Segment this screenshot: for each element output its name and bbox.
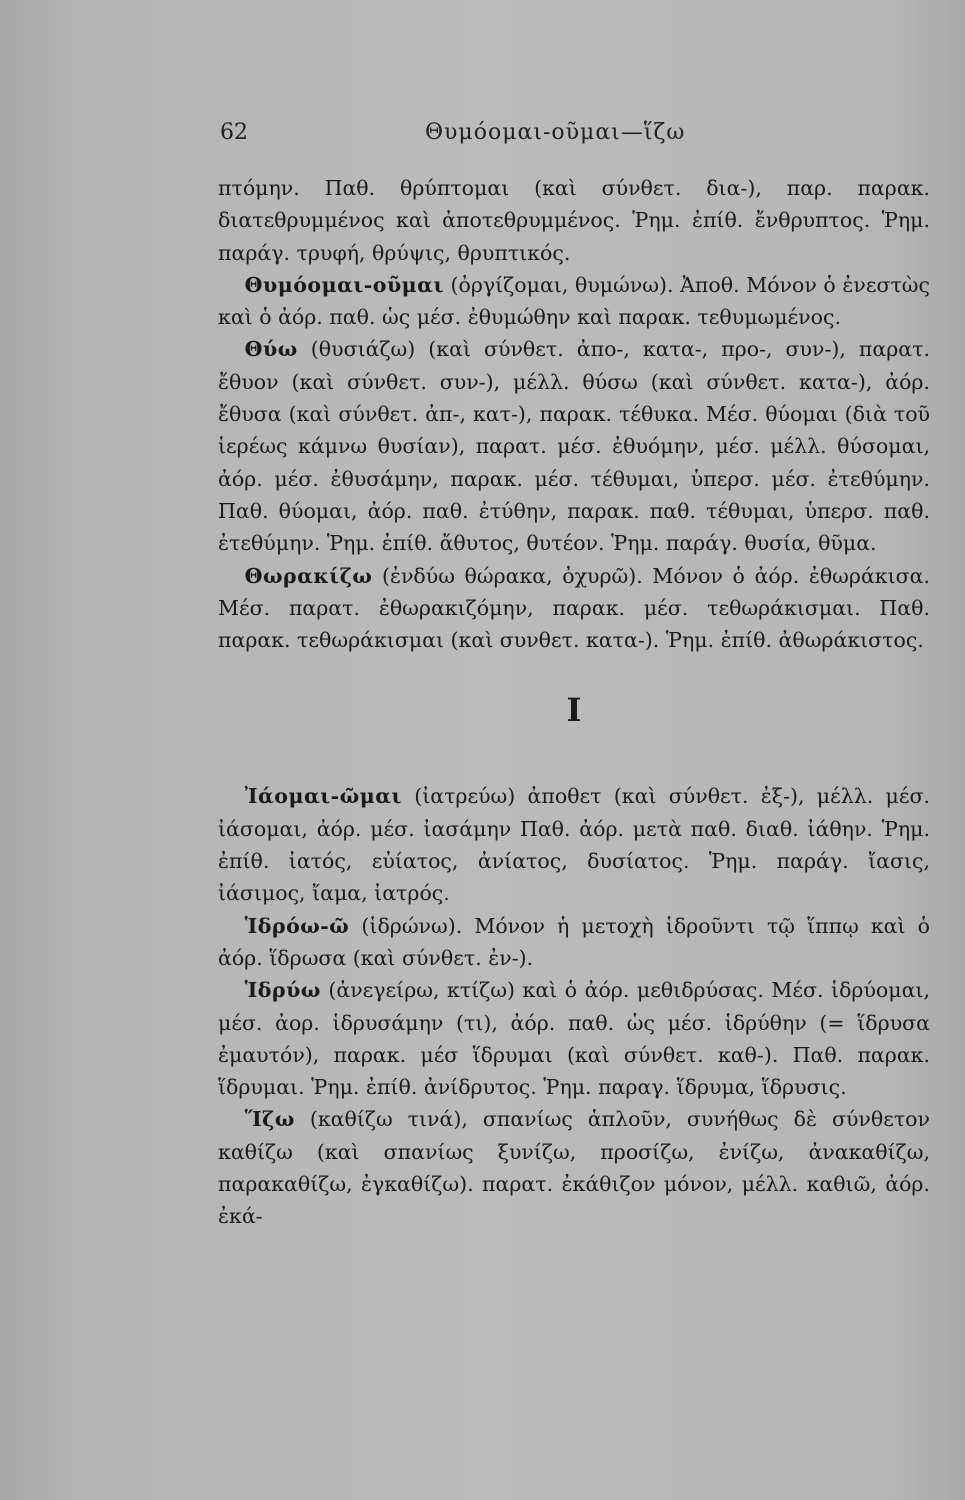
- section-letter: Ι: [566, 691, 582, 730]
- entry-continuation: [218, 172, 930, 269]
- entry-lemma: Ἱδρόω-ῶ: [244, 913, 350, 938]
- entry-text: (ἀνεγείρω, κτίζω) καὶ ὁ ἀόρ. μεθιδρύσας. Μέσ. ἱδρύομαι, μέσ. ἀορ. ἱδρυσάμην (τι), ἀόρ. παθ. ὡς μέσ. ἱδρύθην (= ἵδρυσα ἐμαυτόν), παρακ. μέσ ἵδρυμαι (καὶ σύνθετ. καθ-). Παθ. παρακ. ἵδρυμαι. Ῥημ. ἐπίθ. ἀνίδρυτος. Ῥημ. παραγ. ἵδρυμα, ἵδρυσις.: [218, 978, 930, 1100]
- entry-lemma: Ἱδρύω: [244, 978, 321, 1003]
- entry-text: (ἱδρώνω). Μόνον ἡ μετοχὴ ἱδροῦντι τῷ ἵππῳ καὶ ὁ ἀόρ. ἵδρωσα (καὶ σύνθετ. ἐν-).: [218, 913, 930, 970]
- entry-text: (καθίζω τινά), σπανίως ἁπλοῦν, συνήθως δὲ σύνθετον καθίζω (καὶ σπανίως ξυνίζω, προσίζω, ἐνίζω, ἀνακαθίζω, παρακαθίζω, ἐγκαθίζω). παρατ. ἐκάθιζον μόνον, μέλλ. καθιῶ, ἀόρ. ἐκά-: [218, 1107, 930, 1229]
- entry-text: (ὀργίζομαι, θυμώνω). Ἀποθ. Μόνον ὁ ἐνεστὼς καὶ ὁ ἀόρ. παθ. ὡς μέσ. ἐθυμώθην καὶ παρακ. τεθυμωμένος.: [218, 272, 930, 330]
- entry-text: πτόμην. Παθ. θρύπτομαι (καὶ σύνθετ. δια-), παρ. παρακ. διατεθρυμμένος καὶ ἀποτεθρυμμένος. Ῥημ. ἐπίθ. ἔνθρυπτος. Ῥημ. παράγ. τρυφή, θρύψις, θρυπτικός.: [218, 176, 930, 265]
- page-number: 62: [220, 120, 248, 145]
- entry-thyo: [218, 333, 930, 559]
- entry-thymoomai: [218, 269, 930, 334]
- entry-lemma: Θύω: [244, 337, 298, 362]
- entry-text: (ἐνδύω θώρακα, ὀχυρῶ). Μόνον ὁ ἀόρ. ἐθωράκισα. Μέσ. παρατ. ἐθωρακιζόμην, παρακ. μέσ. τεθωράκισμαι. Παθ. παρακ. τεθωράκισμαι (καὶ συνθετ. κατα-). Ῥημ. ἐπίθ. ἀθωράκιστος.: [218, 563, 930, 653]
- entry-lemma: Θωρακίζω: [244, 563, 373, 588]
- entry-lemma: Θυμόομαι-οῦμαι: [244, 272, 444, 297]
- entry-text: (θυσιάζω) (καὶ σύνθετ. ἀπο-, κατα-, προ-, συν-), παρατ. ἔθυον (καὶ σύνθετ. συν-), μέλλ. θύσω (καὶ σύνθετ. κατα-), ἀόρ. ἔθυσα (καὶ σύνθετ. ἀπ-, κατ-), παρακ. τέθυκα. Μέσ. θύομαι (διὰ τοῦ ἱερέως κάμνω θυσίαν), παρατ. μέσ. ἐθυόμην, μέσ. μέλλ. θύσομαι, ἀόρ. μέσ. ἐθυσάμην, παρακ. μέσ. τέθυμαι, ὑπερσ. μέσ. ἐτεθύμην. Παθ. θύομαι, ἀόρ. παθ. ἐτύθην, παρακ. παθ. τέθυμαι, ὑπερσ. παθ. ἐτεθύμην. Ῥημ. ἐπίθ. ἄθυτος, θυτέον. Ῥημ. παράγ. θυσία, θῦμα.: [218, 337, 930, 556]
- entry-idroo: [218, 910, 930, 975]
- entry-text: (ἰατρεύω) ἀποθετ (καὶ σύνθετ. ἐξ-), μέλλ. μέσ. ἰάσομαι, ἀόρ. μέσ. ἰασάμην Παθ. ἀόρ. μετὰ παθ. διαθ. ἰάθην. Ῥημ. ἐπίθ. ἰατός, εὐίατος, ἀνίατος, δυσίατος. Ῥημ. παράγ. ἴασις, ἰάσιμος, ἴαμα, ἰατρός.: [218, 784, 930, 906]
- page-header: [220, 120, 740, 150]
- entry-idryo: [218, 974, 930, 1103]
- entry-thorakizo: [218, 560, 930, 657]
- running-title: Θυμόομαι-οῦμαι—ἵζω: [425, 120, 686, 145]
- page-body: [218, 172, 930, 1233]
- entry-iaomai: [218, 780, 930, 909]
- entry-izo: [218, 1103, 930, 1232]
- entry-lemma: Ἰάομαι-ῶμαι: [244, 784, 402, 809]
- entry-lemma: Ἵζω: [244, 1107, 295, 1132]
